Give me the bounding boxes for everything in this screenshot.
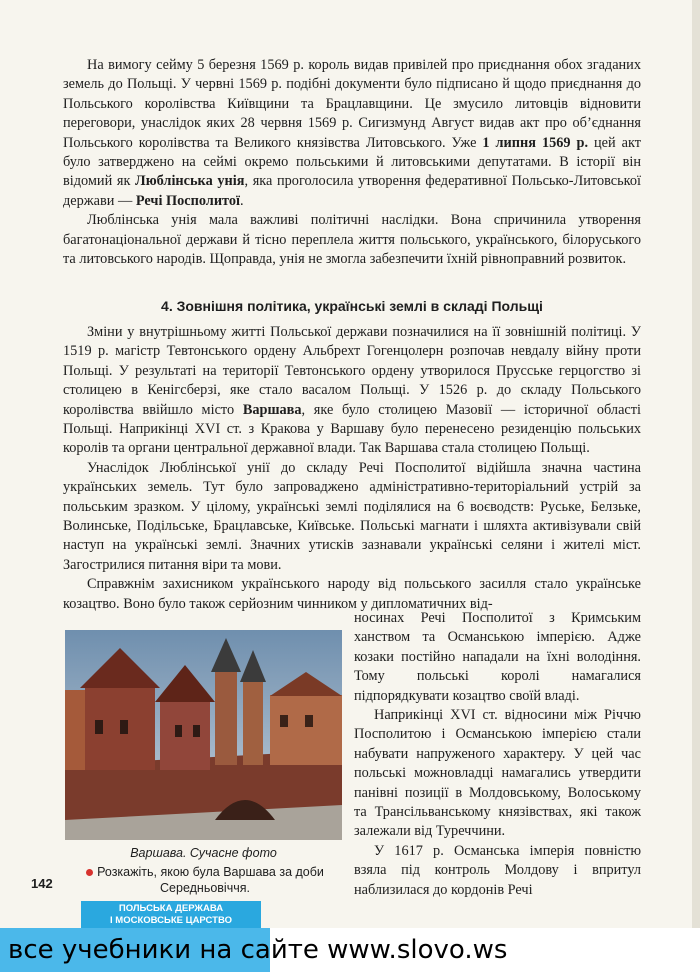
- task-bullet-icon: [86, 869, 93, 876]
- paragraph-consequences: Люблінська унія мала важливі політичні наслідки. Вона спричинила утворення багатонаціональної держави й тісно переплела життя польського, українського, білоруського та литовського народів. Щоправда, унія не змогла забезпечити їхній рівноправний розвиток.: [63, 212, 641, 268]
- bold-term-rzeczpospolita: Речі Посполитої: [135, 192, 241, 209]
- photo-question: Розкажіть, якою була Варшава за доби Середньовіччя.: [70, 864, 340, 896]
- section-heading: 4. Зовнішня політика, українські землі в складі Польщі: [161, 298, 543, 314]
- paragraph-cossacks-cont: носинах Речі Посполитої з Кримським ханством та Османською імперією. Адже козаки постійно нападали на їхні володіння. Тому польські королі намагалися підпорядкувати козацтво своїй владі.: [354, 610, 641, 704]
- chapter-tab: ПОЛЬСЬКА ДЕРЖАВА І МОСКОВСЬКЕ ЦАРСТВО: [81, 901, 261, 929]
- paragraph-ukrainian-lands: Унаслідок Люблінської унії до складу Речі Посполитої відійшла значна частина українських земель. Тут було запроваджено адміністративно-територіальний устрій за польським зразком. У цілому, українські землі поділялися на 6 воєводств: Руське, Белзьке, Волинське, Подільське, Брацлавське, Київське. Польські магнати і шляхта активізували свій наступ на українські землі. Значних утисків зазнавали українські селяни і жителі міст. Загострилися питання віри та мови.: [63, 459, 641, 573]
- bold-date: 1 липня 1569 р.: [482, 134, 589, 151]
- page-edge: [692, 0, 700, 972]
- bold-term-lublin-union: Люблінська унія: [135, 173, 245, 190]
- paragraph-foreign-policy: Зміни у внутрішньому житті Польської держави позначилися на її зовнішній політиці. У 1519 р. магістр Тевтонського ордену Альбрехт Гогенцолерн розпочав невдалу війну проти Польщі. У результаті на території Тевтонського ордену утворилося Прусське герцогство зі столицею в Кенігсберзі, яке стало васалом Польщі. У 1526 р. до складу Польського королівства ввійшло місто Варшава, яке було столицею Мазовії — історичної області Польщі. Наприкінці XVI ст. з Кракова у Варшаву було перенесено резиденцію польських королів та органи центральної державної влади. Так Варшава стала столицею Польщі.: [63, 324, 641, 457]
- paragraph-1617: У 1617 р. Османська імперія повністю взяла під контроль Молдову і впритул наблизилася до кордонів Речі: [354, 842, 641, 898]
- warsaw-photo: [65, 630, 342, 840]
- bold-term-warsaw: Варшава: [242, 401, 302, 418]
- site-watermark-banner: все учебники на сайте www.slovo.ws: [0, 928, 700, 972]
- warsaw-barbican-illustration: [65, 630, 342, 840]
- page-number: 142: [31, 876, 53, 891]
- photo-caption: Варшава. Сучасне фото: [130, 846, 277, 860]
- section-lublin-union: [63, 56, 641, 269]
- paragraph-ottoman-relations: Наприкінці XVI ст. відносини між Річчю Посполитою і Османською імперією стали набувати напруженого характеру. У цей час польські можновладці намагались утвердити панівні позиції в Молдовському, Волоському та Трансільванському князівствах, які також залежали від Туреччини.: [354, 707, 641, 840]
- side-column-text: [354, 609, 641, 900]
- section-foreign-policy: [63, 323, 641, 614]
- paragraph-cossacks-start: Справжнім захисником українського народу від польського засилля стало українське козацтво. Воно було також серйозним чинником у дипломатичних від-: [63, 576, 641, 612]
- paragraph-privilege: На вимогу сейму 5 березня 1569 р. король видав привілей про приєднання обох згаданих земель до Польщі. У червні 1569 р. подібні документи було підписано й щодо приєднання до Польського королівства Київщини та Брацлавщини. Це змусило литовців відновити переговори, унаслідок яких 28 червня 1569 р. Сигизмунд Август видав акт про об’єднання Польського королівства та Великого князівства Литовського. Уже 1 липня 1569 р. цей акт було затверджено на сеймі окремо польськими й литовськими депутатами. В історії він відомий як Люблінська унія, яка проголосила утворення федеративної Польсько-Литовської держави — Речі Посполитої.: [63, 57, 641, 209]
